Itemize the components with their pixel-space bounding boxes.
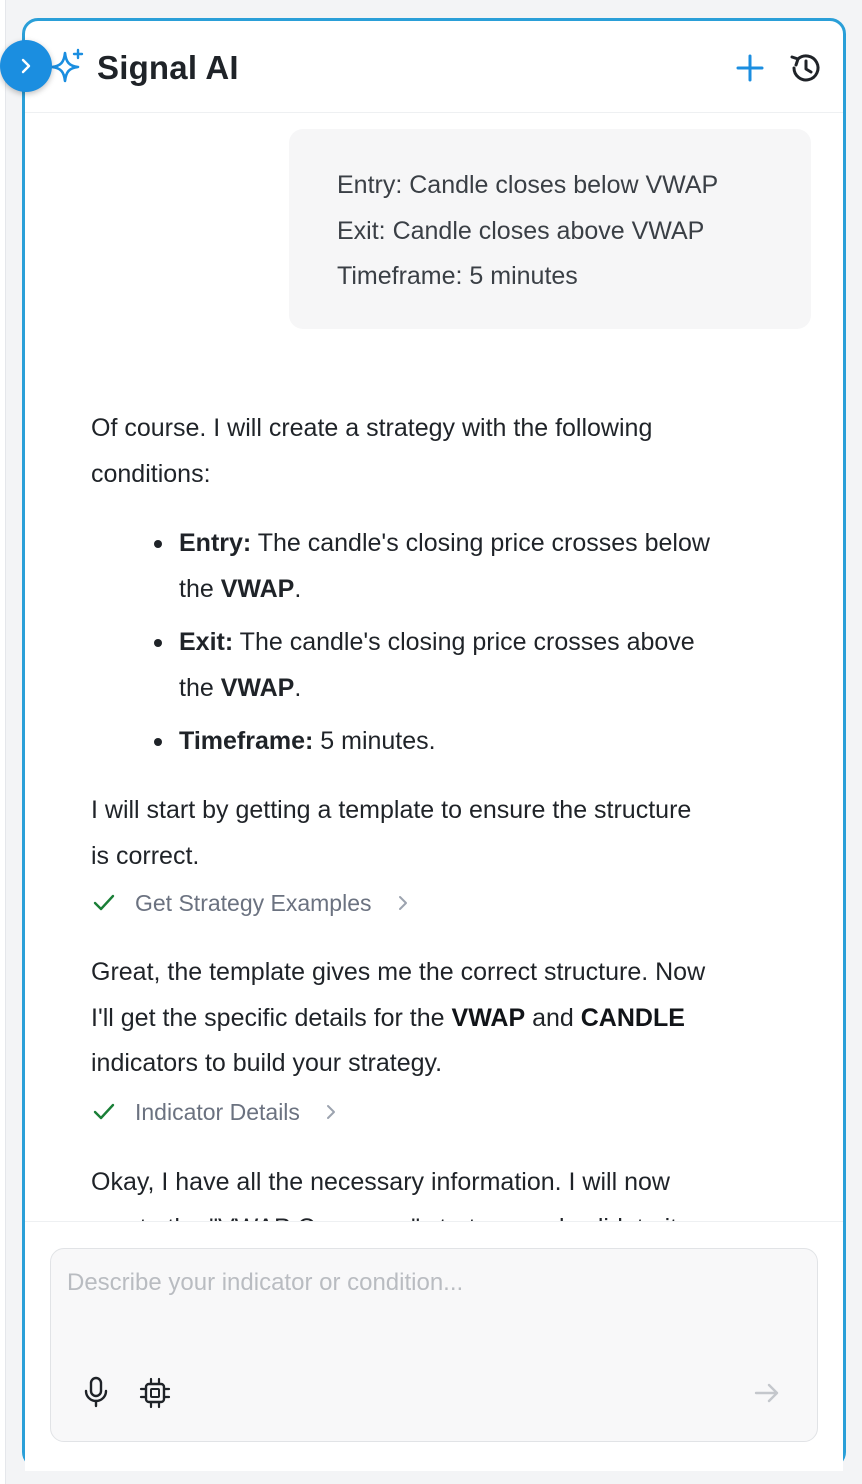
tool-call-label: Get Strategy Examples	[135, 889, 372, 916]
composer-box	[50, 1248, 818, 1442]
new-chat-plus-icon[interactable]	[733, 51, 767, 85]
tool-call-indicator-details[interactable]	[91, 1092, 340, 1132]
ai-text-line: I will start by getting a template to ensure the structure	[91, 796, 692, 824]
background-app-edge	[0, 0, 6, 1484]
user-message-line: Timeframe: 5 minutes	[337, 262, 578, 290]
composer-area	[25, 1221, 843, 1471]
check-icon	[91, 890, 117, 916]
check-icon	[91, 1099, 117, 1125]
collapse-panel-button[interactable]	[0, 40, 52, 92]
ai-paragraph-template	[91, 788, 791, 879]
signal-ai-panel	[22, 18, 846, 1468]
ai-text-line: Of course. I will create a strategy with the following	[91, 414, 653, 442]
message-list[interactable]	[25, 113, 843, 1221]
ai-intro-paragraph	[91, 406, 791, 497]
cpu-chip-icon[interactable]	[139, 1377, 171, 1409]
tool-call-get-strategy-examples[interactable]	[91, 883, 412, 923]
ai-text-line: Great, the template gives me the correct structure. Now	[91, 958, 706, 986]
chevron-right-icon	[394, 894, 412, 912]
tool-call-label: Indicator Details	[135, 1098, 300, 1125]
user-message-line: Exit: Candle closes above VWAP	[337, 216, 705, 245]
list-item-entry: Entry: The candle's closing price crosses below the VWAP.	[91, 521, 791, 612]
send-arrow-icon[interactable]	[753, 1379, 781, 1407]
list-item-exit: Exit: The candle's closing price crosses above the VWAP.	[91, 620, 791, 711]
ai-paragraph-structure	[91, 950, 791, 1087]
panel-title: Signal AI	[97, 49, 239, 86]
ai-text-line: I'll get the specific details for the VWAP and CANDLE	[91, 1003, 685, 1032]
chevron-right-icon	[322, 1103, 340, 1121]
microphone-icon[interactable]	[81, 1375, 111, 1409]
user-message-bubble	[289, 129, 811, 329]
ai-text-line: Okay, I have all the necessary information. I will now	[91, 1168, 670, 1196]
panel-header	[25, 21, 843, 113]
user-message-line: Entry: Candle closes below VWAP	[337, 171, 719, 199]
chevron-right-icon	[16, 56, 36, 76]
ai-condition-list	[91, 521, 791, 773]
history-icon[interactable]	[787, 49, 825, 87]
prompt-input[interactable]	[67, 1269, 797, 1329]
ai-text-line: conditions:	[91, 459, 211, 488]
ai-text-line: indicators to build your strategy.	[91, 1049, 443, 1077]
ai-text-line: is correct.	[91, 841, 200, 870]
sparkle-icon	[47, 47, 87, 87]
list-item-timeframe: Timeframe: 5 minutes.	[91, 719, 791, 765]
